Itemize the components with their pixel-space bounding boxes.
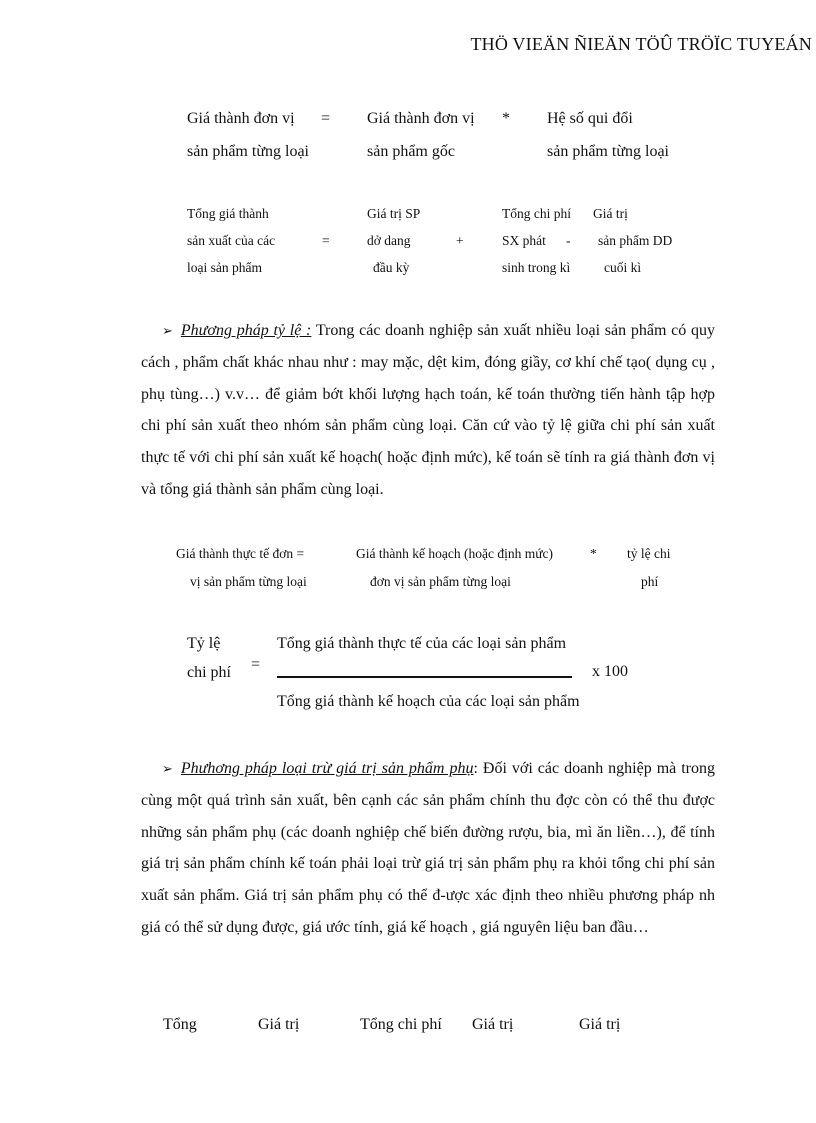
f4-numerator: Tổng giá thành thực tế của các loại sản phẩm (277, 635, 567, 652)
f2-t3-line1: Giá trị (593, 206, 628, 221)
f1-multiply: * (502, 110, 510, 127)
bullet-arrow-icon: ➢ (162, 761, 173, 776)
f2-minus: - (566, 233, 571, 248)
fraction-line (277, 676, 572, 678)
f5-item-1: Tổng (163, 1016, 197, 1033)
f2-t3-line3: cuối kì (604, 260, 642, 275)
f1-lhs-line1: Giá thành đơn vị (187, 110, 295, 127)
f3-rhs-line2: đơn vị sản phẩm từng loại (370, 574, 511, 589)
f2-plus: + (456, 233, 464, 248)
f2-lhs-line2: sản xuất của các (187, 233, 276, 248)
f1-term1-line1: Giá thành đơn vị (367, 110, 475, 127)
f2-t1-line3: đầu kỳ (373, 260, 410, 275)
page-header: THÖ VIEÄN ÑIEÄN TÖÛ TRÖÏC TUYEÁN (470, 34, 812, 54)
f4-multiplier: x 100 (592, 663, 628, 680)
f2-t3-line2: sản phẩm DD (598, 233, 673, 248)
f2-t2-line2: SX phát (502, 233, 546, 248)
f1-term2-line1: Hệ số qui đổi (547, 110, 633, 127)
f5-item-2: Giá trị (258, 1016, 300, 1033)
f2-t2-line1: Tổng chi phí (502, 206, 571, 221)
f1-equals: = (321, 110, 331, 127)
section-ratio-method (141, 315, 715, 506)
f2-t2-line3: sinh trong kì (502, 260, 571, 275)
f3-rhs-line1: Giá thành kế hoạch (hoặc định mức) (356, 546, 553, 561)
f3-factor-line1: tỷ lệ chi (627, 546, 671, 561)
section-ratio-text: Trong các doanh nghiệp sản xuất nhiều loại sản phẩm có quy cách , phẩm chất khác nhau như : may mặc, dệt kim, đóng giầy, cơ khí chế tạo( dụng cụ , phụ tùng…) v.v… để giảm bớt khối lượng hạch toán, kế toán thường tiến hành tập hợp chi phí sản xuất theo nhóm sản phẩm cùng loại. Căn cứ vào tỷ lệ giữa chi phí sản xuất thực tế với chi phí sản xuất kế hoạch( hoặc định mức), kế toán sẽ tính ra giá thành đơn vị và tổng giá thành sản phẩm cùng loại. (141, 322, 715, 498)
f5-item-5: Giá trị (579, 1016, 621, 1033)
f5-item-3: Tổng chi phí (360, 1016, 442, 1033)
f2-equals: = (322, 233, 330, 248)
f3-multiply: * (590, 546, 597, 561)
f4-lhs-line2: chi phí (187, 664, 231, 681)
f4-denominator: Tổng giá thành kế hoạch của các loại sản phẩm (277, 693, 580, 710)
f3-lhs-line2: vị sản phẩm từng loại (190, 574, 307, 589)
f1-lhs-line2: sản phẩm từng loại (187, 143, 309, 160)
f2-t1-line1: Giá trị SP (367, 206, 421, 221)
f5-item-4: Giá trị (472, 1016, 514, 1033)
f2-t1-line2: dở dang (367, 233, 411, 248)
f2-lhs-line3: loại sản phẩm (187, 260, 262, 275)
section-byproduct-method (141, 753, 715, 944)
f1-term1-line2: sản phẩm gốc (367, 143, 455, 160)
f3-factor-line2: phí (641, 574, 659, 589)
f4-equals: = (251, 656, 261, 673)
section-ratio-heading: Phương pháp tỷ lệ : (180, 322, 312, 339)
f4-lhs-line1: Tỷ lệ (187, 635, 221, 652)
f3-lhs-line1: Giá thành thực tế đơn = (176, 546, 305, 561)
section-byproduct-heading: Phưhơng pháp loại trừ giá trị sản phẩm phụ (180, 760, 474, 777)
bullet-arrow-icon: ➢ (162, 323, 173, 338)
f1-term2-line2: sản phẩm từng loại (547, 143, 669, 160)
section-byproduct-text: : Đối với các doanh nghiệp mà trong cùng một quá trình sản xuất, bên cạnh các sản phẩm chính thu đợc còn có thể thu được những sản phẩm phụ (các doanh nghiệp chế biến đường rượu, bia, mì ăn liền…), để tính giá trị sản phẩm chính kế toán phải loại trừ giá trị sản phẩm phụ ra khỏi tổng chi phí sản xuất sản phẩm. Giá trị sản phẩm phụ có thể đ-ược xác định theo nhiều phương pháp nh giá có thể sử dụng được, giá ước tính, giá kế hoạch , giá nguyên liệu ban đầu… (141, 760, 716, 936)
f2-lhs-line1: Tổng giá thành (187, 206, 269, 221)
